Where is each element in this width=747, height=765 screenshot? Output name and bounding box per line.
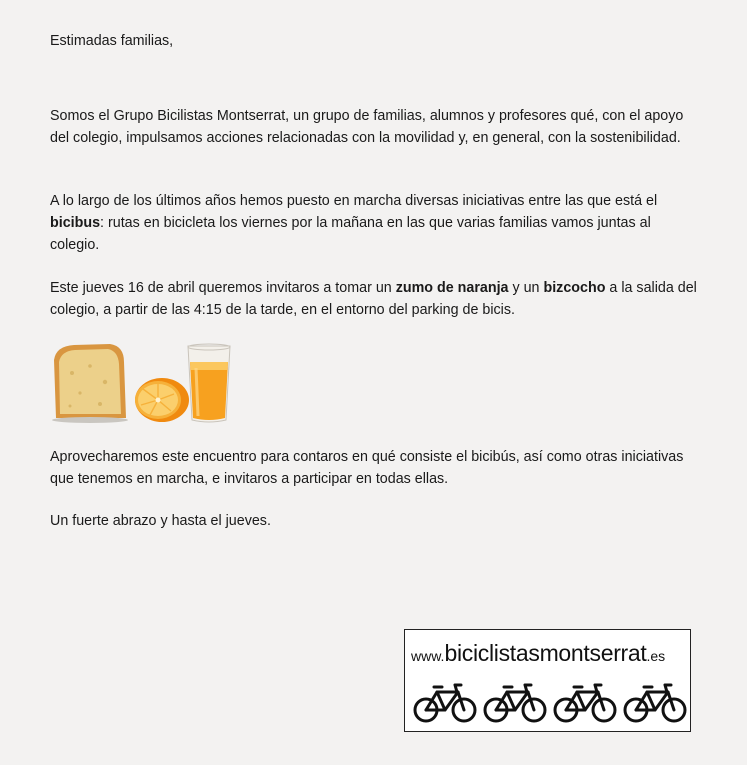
bicycle-icon (623, 680, 687, 724)
text-run: A lo largo de los últimos años hemos puesto en marcha diversas iniciativas entre las que está el (50, 193, 658, 209)
text-run: : rutas en bicicleta los viernes por la mañana en las que varias familias vamos juntas al colegio. (50, 215, 651, 253)
bicycle-icon (553, 680, 617, 724)
paragraph-intro: Somos el Grupo Bicilistas Montserrat, un grupo de familias, alumnos y profesores qué, con el apoyo del colegio, impulsamos acciones relacionadas con la movilidad y, en general, con la sostenibilidad. (50, 108, 684, 146)
bicycle-row (413, 680, 685, 724)
bold-bicibus: bicibus (50, 215, 101, 231)
paragraph-bicibus (50, 190, 700, 256)
logo-www: www. (411, 648, 445, 664)
text-run: Este jueves 16 de abril queremos invitaros a tomar un (50, 280, 396, 296)
paragraph-meeting: Aprovecharemos este encuentro para contaros en qué consiste el bicibús, así como otras iniciativas que tenemos en marcha, e invitaros a participar en todas ellas. (50, 449, 684, 487)
bold-bizcocho: bizcocho (543, 280, 606, 296)
food-illustration (50, 338, 240, 426)
paragraph-invitation (50, 277, 700, 321)
bicycle-icon (413, 680, 477, 724)
orange-half-icon (135, 378, 189, 422)
bold-zumo: zumo de naranja (395, 280, 509, 296)
bicycle-icon (483, 680, 547, 724)
cake-slice-icon (52, 344, 128, 423)
text-run: a la salida del colegio, a partir de las 4:15 de la tarde, en el entorno del parking de bicis. (50, 280, 697, 318)
paragraph-closing: Un fuerte abrazo y hasta el jueves. (50, 513, 271, 529)
logo-name: biciclistasmontserrat (444, 640, 647, 666)
website-logo (404, 629, 691, 732)
orange-juice-glass-icon (188, 344, 230, 422)
text-run: y un (508, 280, 544, 296)
logo-tld: .es (646, 648, 666, 664)
salutation: Estimadas familias, (50, 33, 174, 49)
logo-text (411, 640, 665, 667)
